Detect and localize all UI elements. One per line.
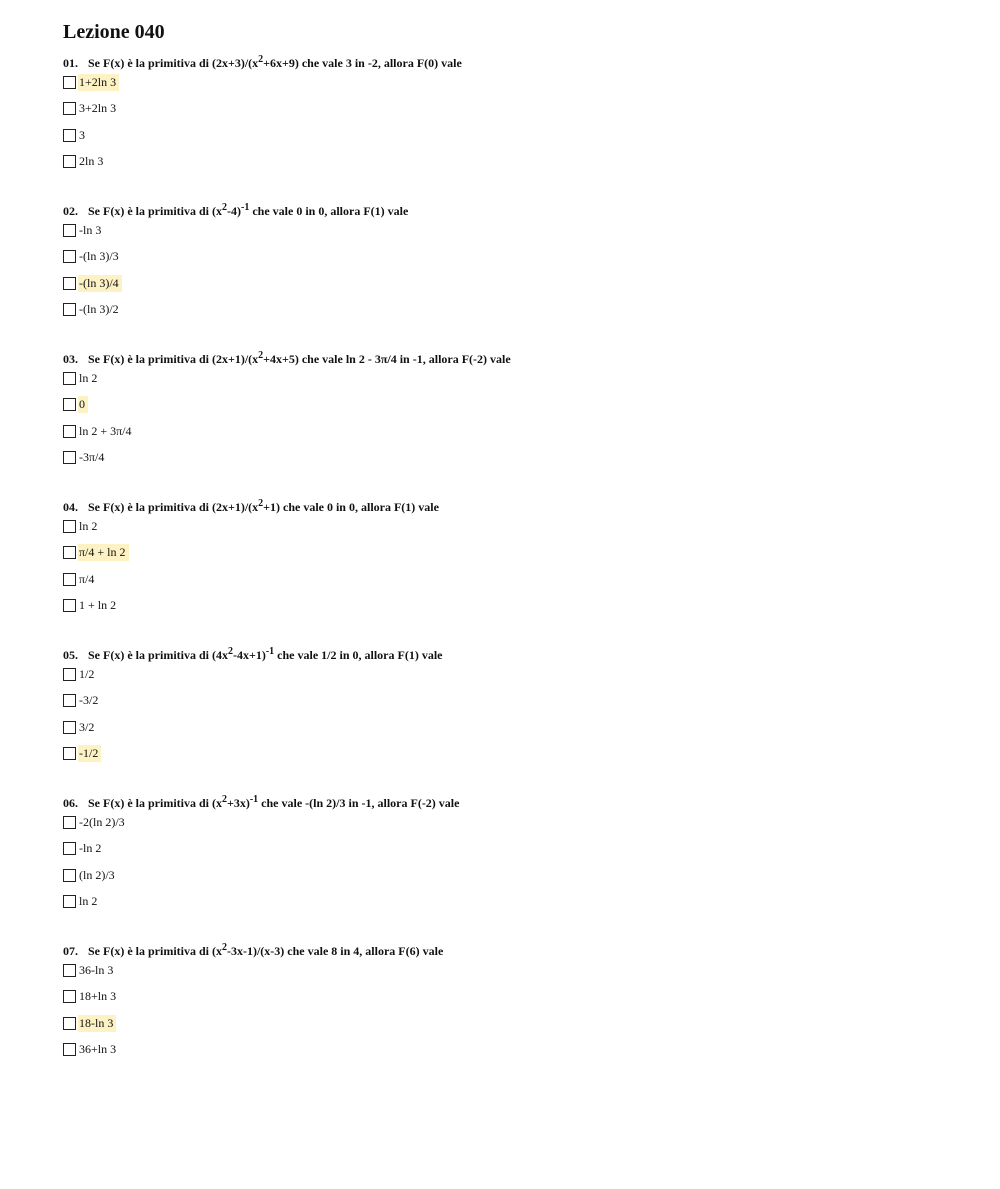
answer-option[interactable] <box>63 392 963 419</box>
checkbox[interactable] <box>63 398 76 411</box>
answer-option[interactable] <box>63 741 963 768</box>
checkbox[interactable] <box>63 964 76 977</box>
checkbox[interactable] <box>63 102 76 115</box>
question-05 <box>63 643 963 767</box>
answer-label: (ln 2)/3 <box>79 867 115 882</box>
answer-label: 36-ln 3 <box>79 962 114 977</box>
answer-label-highlighted: 0 <box>78 396 88 413</box>
question-text: 04. Se F(x) è la primitiva di $(2x+1)/(x^2+1)$ che vale 0 in 0, allora F(1) vale <box>63 498 439 514</box>
answer-option[interactable] <box>63 270 963 297</box>
checkbox[interactable] <box>63 425 76 438</box>
question-number: 03. <box>63 352 78 366</box>
answer-label: -3π/4 <box>79 450 105 465</box>
answer-label-highlighted: π/4 + ln 2 <box>78 544 129 561</box>
answer-option[interactable] <box>63 1037 963 1064</box>
answer-label-highlighted: 1+2ln 3 <box>78 74 119 91</box>
checkbox[interactable] <box>63 520 76 533</box>
question-text: 07. Se F(x) è la primitiva di $(x^2-3x-1)/(x-3)$ che vale 8 in 4, allora F(6) vale <box>63 942 444 958</box>
answer-label: 18+ln 3 <box>79 989 117 1004</box>
document-page <box>63 20 963 1063</box>
question-06 <box>63 791 963 915</box>
question-text: 06. Se F(x) è la primitiva di $(x^2+3x)^{-1}$ che vale -(ln 2)/3 in -1, allora F(-2) vale <box>63 794 460 810</box>
checkbox[interactable] <box>63 694 76 707</box>
question-01 <box>63 51 963 175</box>
checkbox[interactable] <box>63 747 76 760</box>
checkbox[interactable] <box>63 573 76 586</box>
checkbox[interactable] <box>63 816 76 829</box>
answer-label: -(ln 3)/2 <box>79 302 119 317</box>
answer-option[interactable] <box>63 96 963 123</box>
answer-option[interactable] <box>63 540 963 567</box>
answer-option[interactable] <box>63 566 963 593</box>
checkbox[interactable] <box>63 721 76 734</box>
answer-label: ln 2 <box>79 370 98 385</box>
answer-label: 36+ln 3 <box>79 1042 117 1057</box>
answer-option[interactable] <box>63 984 963 1011</box>
question-03 <box>63 347 963 471</box>
answer-option[interactable] <box>63 244 963 271</box>
answer-option[interactable] <box>63 714 963 741</box>
checkbox[interactable] <box>63 303 76 316</box>
answer-option[interactable] <box>63 69 963 96</box>
answer-label: -ln 2 <box>79 841 102 856</box>
answer-label: 2ln 3 <box>79 154 104 169</box>
checkbox[interactable] <box>63 224 76 237</box>
answer-label: ln 2 <box>79 518 98 533</box>
answer-option[interactable] <box>63 593 963 620</box>
checkbox[interactable] <box>63 1043 76 1056</box>
answer-option[interactable] <box>63 149 963 176</box>
answer-label-highlighted: -1/2 <box>78 745 101 762</box>
answer-option[interactable] <box>63 836 963 863</box>
answer-label: -3/2 <box>79 693 99 708</box>
checkbox[interactable] <box>63 546 76 559</box>
question-text: 02. Se F(x) è la primitiva di $(x^2-4)^{-1}$ che vale 0 in 0, allora F(1) vale <box>63 202 409 218</box>
checkbox[interactable] <box>63 129 76 142</box>
answer-label: -ln 3 <box>79 222 102 237</box>
question-number: 05. <box>63 648 78 662</box>
answer-option[interactable] <box>63 217 963 244</box>
checkbox[interactable] <box>63 668 76 681</box>
answer-option[interactable] <box>63 445 963 472</box>
question-text: 01. Se F(x) è la primitiva di $(2x+3)/(x^2+6x+9)$ che vale 3 in -2, allora F(0) vale <box>63 54 462 70</box>
answer-option[interactable] <box>63 661 963 688</box>
answer-label: π/4 <box>79 571 95 586</box>
answer-option[interactable] <box>63 862 963 889</box>
checkbox[interactable] <box>63 451 76 464</box>
answer-option[interactable] <box>63 957 963 984</box>
answer-label-highlighted: -(ln 3)/4 <box>78 275 122 292</box>
answer-option[interactable] <box>63 889 963 916</box>
answer-option[interactable] <box>63 365 963 392</box>
question-text: 05. Se F(x) è la primitiva di $(4x^2-4x+1)^{-1}$ che vale 1/2 in 0, allora F(1) vale <box>63 646 443 662</box>
answer-option[interactable] <box>63 513 963 540</box>
answer-label: ln 2 <box>79 894 98 909</box>
question-text: 03. Se F(x) è la primitiva di $(2x+1)/(x^2+4x+5)$ che vale ln 2 - 3π/4 in -1, allora F(-2) vale <box>63 350 511 366</box>
answer-label-highlighted: 18-ln 3 <box>78 1015 116 1032</box>
checkbox[interactable] <box>63 869 76 882</box>
checkbox[interactable] <box>63 842 76 855</box>
answer-label: 1 + ln 2 <box>79 598 117 613</box>
question-04 <box>63 495 963 619</box>
checkbox[interactable] <box>63 277 76 290</box>
question-number: 07. <box>63 944 78 958</box>
question-07 <box>63 939 963 1063</box>
answer-option[interactable] <box>63 418 963 445</box>
answer-label: 3+2ln 3 <box>79 101 117 116</box>
checkbox[interactable] <box>63 155 76 168</box>
answer-label: ln 2 + 3π/4 <box>79 423 132 438</box>
question-number: 02. <box>63 204 78 218</box>
answer-option[interactable] <box>63 1010 963 1037</box>
checkbox[interactable] <box>63 372 76 385</box>
answer-option[interactable] <box>63 809 963 836</box>
answer-label: -2(ln 2)/3 <box>79 814 125 829</box>
question-02 <box>63 199 963 323</box>
answer-option[interactable] <box>63 122 963 149</box>
answer-option[interactable] <box>63 297 963 324</box>
question-number: 01. <box>63 56 78 70</box>
answer-label: -(ln 3)/3 <box>79 249 119 264</box>
checkbox[interactable] <box>63 895 76 908</box>
question-number: 04. <box>63 500 78 514</box>
page-title: Lezione 040 <box>63 21 165 43</box>
answer-option[interactable] <box>63 688 963 715</box>
answer-label: 3/2 <box>79 719 95 734</box>
question-number: 06. <box>63 796 78 810</box>
checkbox[interactable] <box>63 990 76 1003</box>
answer-label: 3 <box>79 127 85 142</box>
checkbox[interactable] <box>63 250 76 263</box>
checkbox[interactable] <box>63 1017 76 1030</box>
checkbox[interactable] <box>63 76 76 89</box>
answer-label: 1/2 <box>79 666 95 681</box>
checkbox[interactable] <box>63 599 76 612</box>
